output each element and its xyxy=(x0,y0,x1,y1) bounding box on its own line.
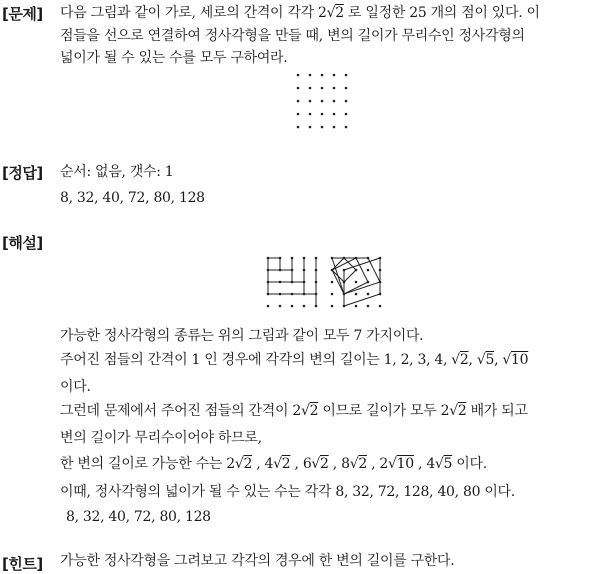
solution-line-5: 변의 길이가 무리수이어야 하므로, xyxy=(60,430,262,446)
hint-label: [힌트] xyxy=(2,555,43,573)
solution-line-6: 한 변의 길이로 가능한 수는 2√2 , 4√2 , 6√2 , 8√2 , 2√10 , 4√5 이다. xyxy=(60,456,487,472)
solution-line-7: 이때, 정사각형의 넓이가 될 수 있는 수는 각각 8, 32, 72, 128, 40, 80 이다. xyxy=(60,484,515,500)
problem-line-2: 점들을 선으로 연결하여 정사각형을 만들 때, 변의 길이가 무리수인 정사각형의 xyxy=(60,28,525,44)
solution-label: [해설] xyxy=(2,234,43,252)
problem-line-1: 다음 그림과 같이 가로, 세로의 간격이 각각 2√2 로 일정한 25 개의 점이 있다. 이 xyxy=(60,5,540,21)
answer-label: [정답] xyxy=(2,164,43,182)
dot-grid-figure xyxy=(292,70,352,130)
squares-figure xyxy=(262,252,392,316)
solution-line-4: 그런데 문제에서 주어진 점들의 간격이 2√2 이므로 길이가 모두 2√2 배가 되고 xyxy=(60,403,528,419)
problem-label: [문제] xyxy=(2,5,43,23)
answer-line-2: 8, 32, 40, 72, 80, 128 xyxy=(60,190,205,206)
solution-line-1: 가능한 정사각형의 종류는 위의 그림과 같이 모두 7 가지이다. xyxy=(60,328,424,344)
hint-text: 가능한 정사각형을 그려보고 각각의 경우에 한 변의 길이를 구한다. xyxy=(60,553,455,569)
problem-line-3: 넓이가 될 수 있는 수를 모두 구하여라. xyxy=(60,50,288,66)
answer-line-1: 순서: 없음, 갯수: 1 xyxy=(60,164,174,180)
solution-line-2: 주어진 점들의 간격이 1 인 경우에 각각의 변의 길이는 1, 2, 3, 4, √2, √5, √10 xyxy=(60,352,529,368)
solution-line-3: 이다. xyxy=(60,379,91,395)
solution-line-8: 8, 32, 40, 72, 80, 128 xyxy=(66,509,211,525)
